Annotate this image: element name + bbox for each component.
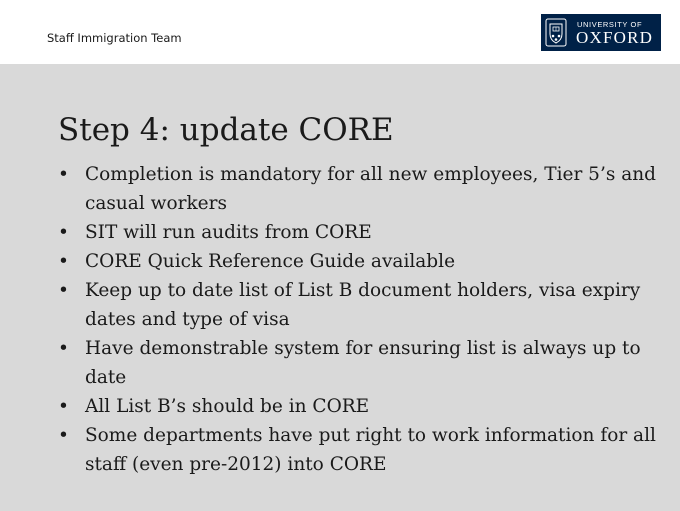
bullet-mark: • [58,396,69,417]
bullet-text: All List B’s should be in CORE [85,396,370,417]
bullet-item [58,160,658,218]
bullet-item [58,218,658,247]
bullet-text: Some departments have put right to work information for all staff (even pre-2012) into CORE [85,425,656,475]
slide-title: Step 4: update CORE [58,112,394,148]
bullet-mark: • [58,222,69,243]
bullet-item [58,334,658,392]
bullet-text: Completion is mandatory for all new employees, Tier 5’s and casual workers [85,164,656,214]
bullet-text: Keep up to date list of List B document holders, visa expiry dates and type of visa [85,280,641,330]
bullet-text: Have demonstrable system for ensuring list is always up to date [85,338,641,388]
bullet-text: SIT will run audits from CORE [85,222,372,243]
university-crest-icon [545,18,567,47]
bullet-text: CORE Quick Reference Guide available [85,251,456,272]
bullet-mark: • [58,425,69,446]
bullet-mark: • [58,280,69,301]
logo-oxford: OXFORD [576,28,654,47]
bullet-mark: • [58,164,69,185]
bullet-item [58,276,658,334]
bullet-mark: • [58,251,69,272]
logo-university-of: UNIVERSITY OF [577,20,643,29]
bullet-item [58,392,658,421]
bullet-item [58,421,658,479]
bullet-list [58,160,658,479]
bullet-item [58,247,658,276]
oxford-logo [541,14,661,51]
team-label: Staff Immigration Team [47,31,182,45]
slide-header [0,0,680,64]
slide-content [0,64,680,511]
bullet-mark: • [58,338,69,359]
